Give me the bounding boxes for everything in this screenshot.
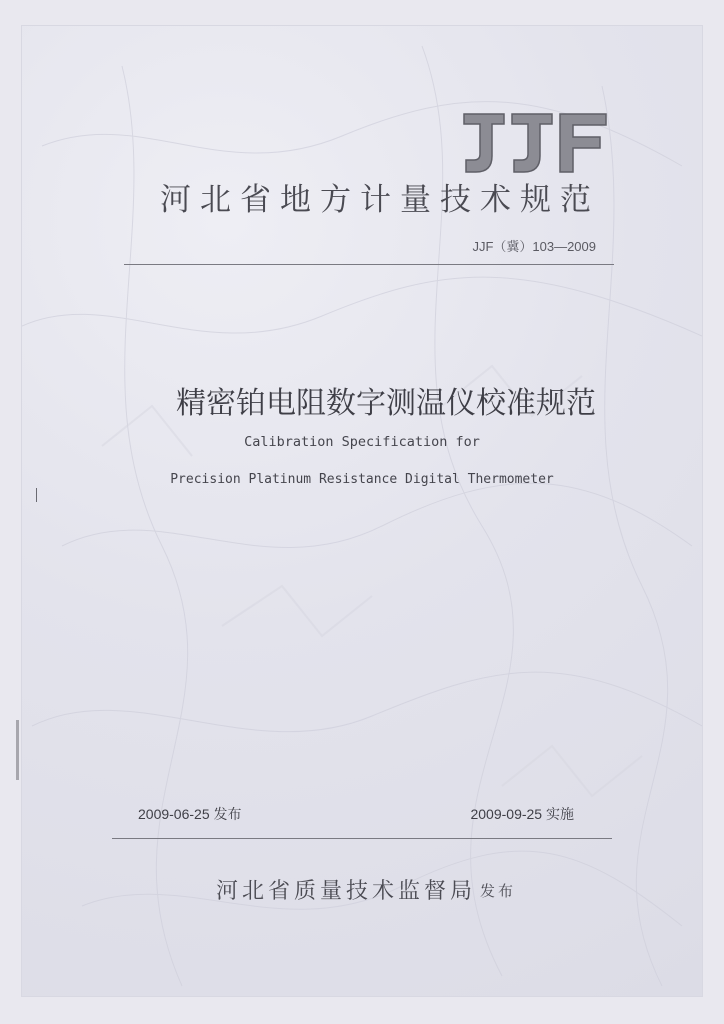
standard-code: JJF（冀）103—2009 [472, 239, 596, 254]
divider-top [124, 264, 614, 265]
document-title-chinese: 精密铂电阻数字测温仪校准规范 [176, 386, 596, 421]
effective-date: 2009-09-25 实施 [470, 806, 574, 822]
jjf-logo-icon [460, 108, 610, 178]
document-title-english-line2: Precision Platinum Resistance Digital Thermometer [170, 472, 554, 487]
divider-bottom [112, 838, 612, 839]
scan-edge-mark [16, 720, 19, 780]
issue-date: 2009-06-25 发布 [138, 806, 242, 822]
publisher-line [216, 874, 516, 905]
issuer-heading: 河北省地方计量技术规范 [160, 182, 600, 218]
publish-label: 发布 [480, 882, 517, 900]
document-title-english-line1: Calibration Specification for [244, 434, 480, 450]
margin-mark [36, 488, 37, 502]
publisher-name: 河北省质量技术监督局 [216, 879, 477, 904]
cover-sheet [22, 26, 702, 996]
